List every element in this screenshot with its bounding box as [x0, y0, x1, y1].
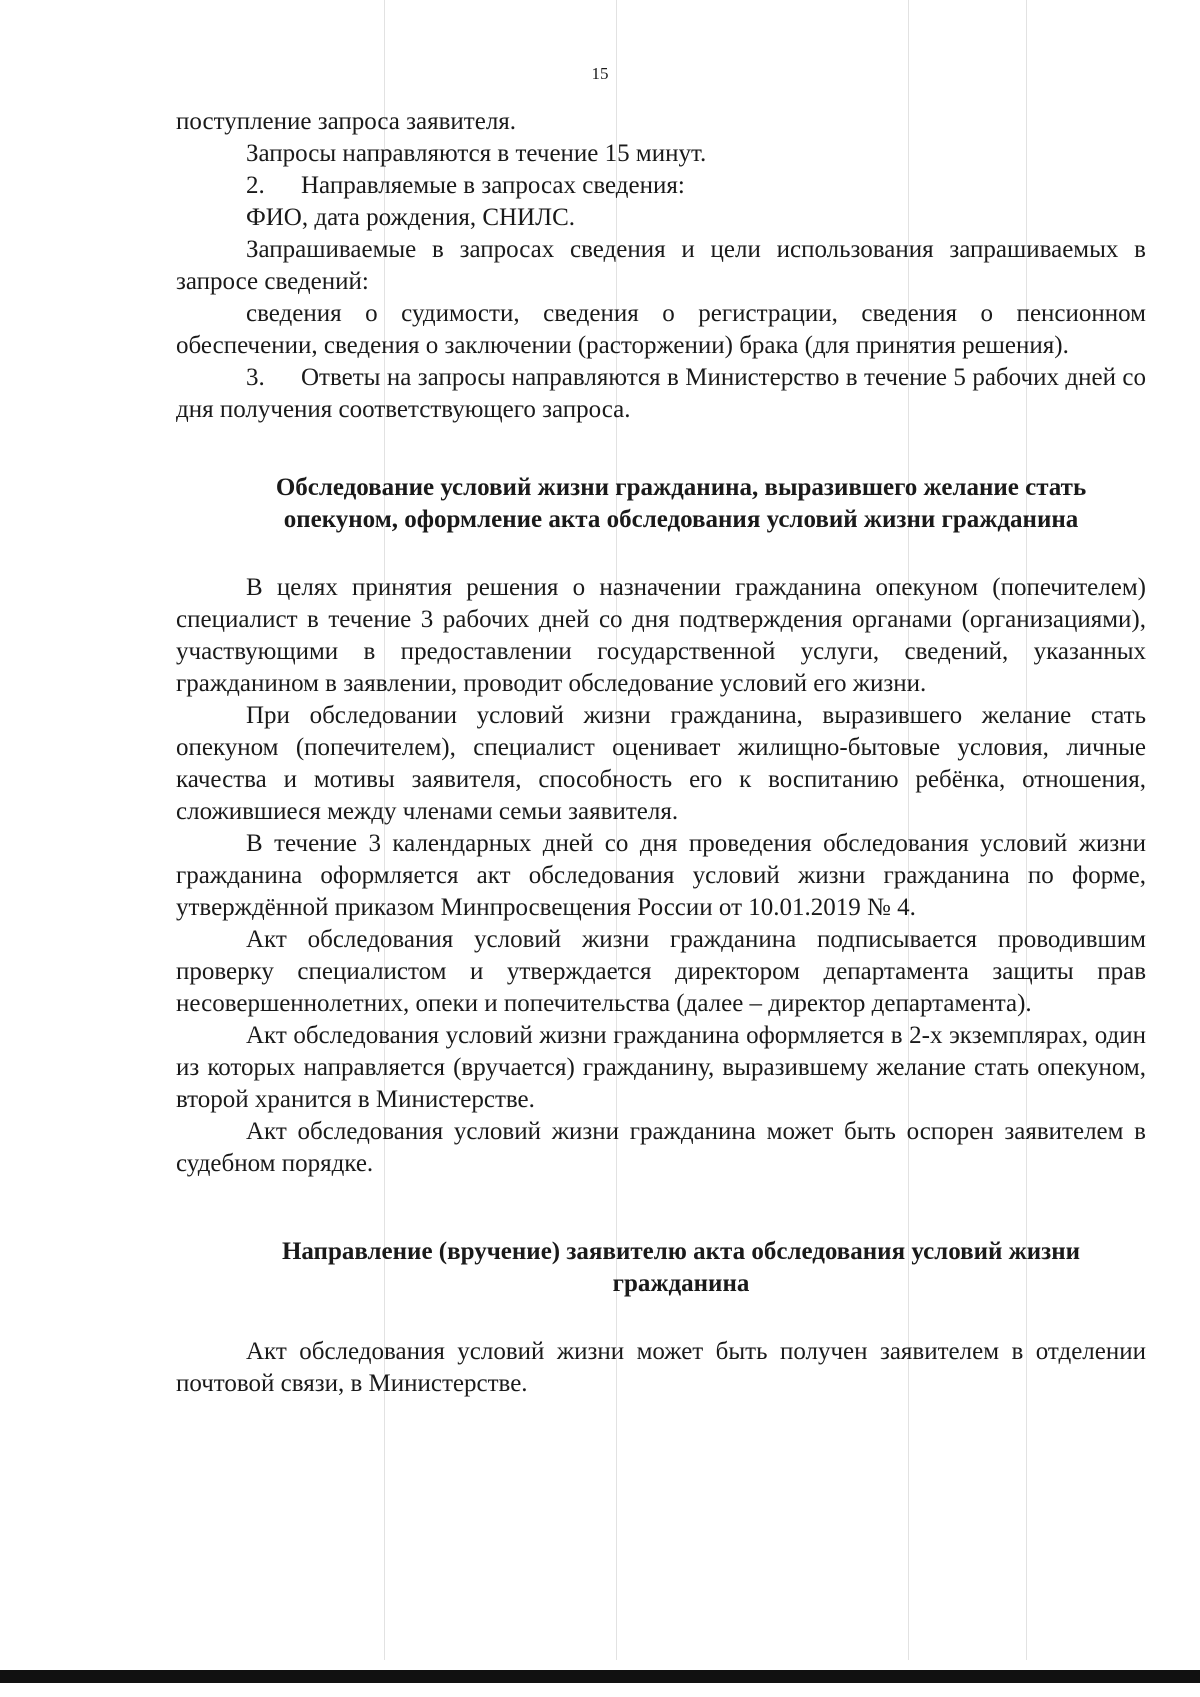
paragraph: В целях принятия решения о назначении гражданина опекуном (попечителем) специалист в течение 3 рабочих дней со дня подтверждения органами (организациями), участвующими в предоставлении государственной услуги, сведений, указанных гражданином в заявлении, проводит обследование условий его жизни.: [176, 574, 1146, 697]
numbered-paragraph: [176, 362, 1146, 426]
paragraph-text: Ответы на запросы направляются в Министерство в течение 5 рабочих дней со дня получения соответствующего запроса.: [176, 364, 1146, 423]
paragraph-number: 2.: [246, 172, 265, 199]
paragraph: Акт обследования условий жизни может быть получен заявителем в отделении почтовой связи, в Министерстве.: [176, 1338, 1146, 1397]
numbered-paragraph: [176, 170, 1146, 202]
paragraph: поступление запроса заявителя.: [176, 108, 517, 135]
paragraph: Запросы направляются в течение 15 минут.: [246, 140, 707, 167]
paragraph: Акт обследования условий жизни гражданина может быть оспорен заявителем в судебном порядке.: [176, 1118, 1146, 1177]
paragraph: В течение 3 календарных дней со дня проведения обследования условий жизни гражданина оформляется акт обследования условий жизни гражданина по форме, утверждённой приказом Минпросвещения России от 10.01.2019 № 4.: [176, 830, 1146, 921]
paragraph-text: Направляемые в запросах сведения:: [301, 172, 685, 199]
paragraph-number: 3.: [246, 364, 265, 391]
paragraph: сведения о судимости, сведения о регистрации, сведения о пенсионном обеспечении, сведения о заключении (расторжении) брака (для принятия решения).: [176, 300, 1146, 359]
page-number: 15: [591, 64, 609, 83]
paragraph: При обследовании условий жизни гражданина, выразившего желание стать опекуном (попечителем), специалист оценивает жилищно-бытовые условия, личные качества и мотивы заявителя, способность его к воспитанию ребёнка, отношения, сложившиеся между членами семьи заявителя.: [176, 702, 1146, 825]
section-heading: Обследование условий жизни гражданина, выразившего желание стать опекуном, оформление акта обследования условий жизни гражданина: [275, 474, 1087, 533]
paragraph: Акт обследования условий жизни гражданина подписывается проводившим проверку специалистом и утверждается директором департамента защиты прав несовершеннолетних, опеки и попечительства (далее – директор департамента).: [176, 926, 1146, 1017]
document-body: [176, 106, 1146, 1400]
paragraph: Запрашиваемые в запросах сведения и цели использования запрашиваемых в запросе сведений:: [176, 236, 1146, 295]
paragraph: Акт обследования условий жизни гражданина оформляется в 2-х экземплярах, один из которых направляется (вручается) гражданину, выразившему желание стать опекуном, второй хранится в Министерстве.: [176, 1022, 1146, 1113]
scan-bottom-edge: [0, 1670, 1200, 1683]
section-heading: Направление (вручение) заявителю акта обследования условий жизни гражданина: [281, 1238, 1081, 1297]
paragraph: ФИО, дата рождения, СНИЛС.: [246, 204, 575, 231]
